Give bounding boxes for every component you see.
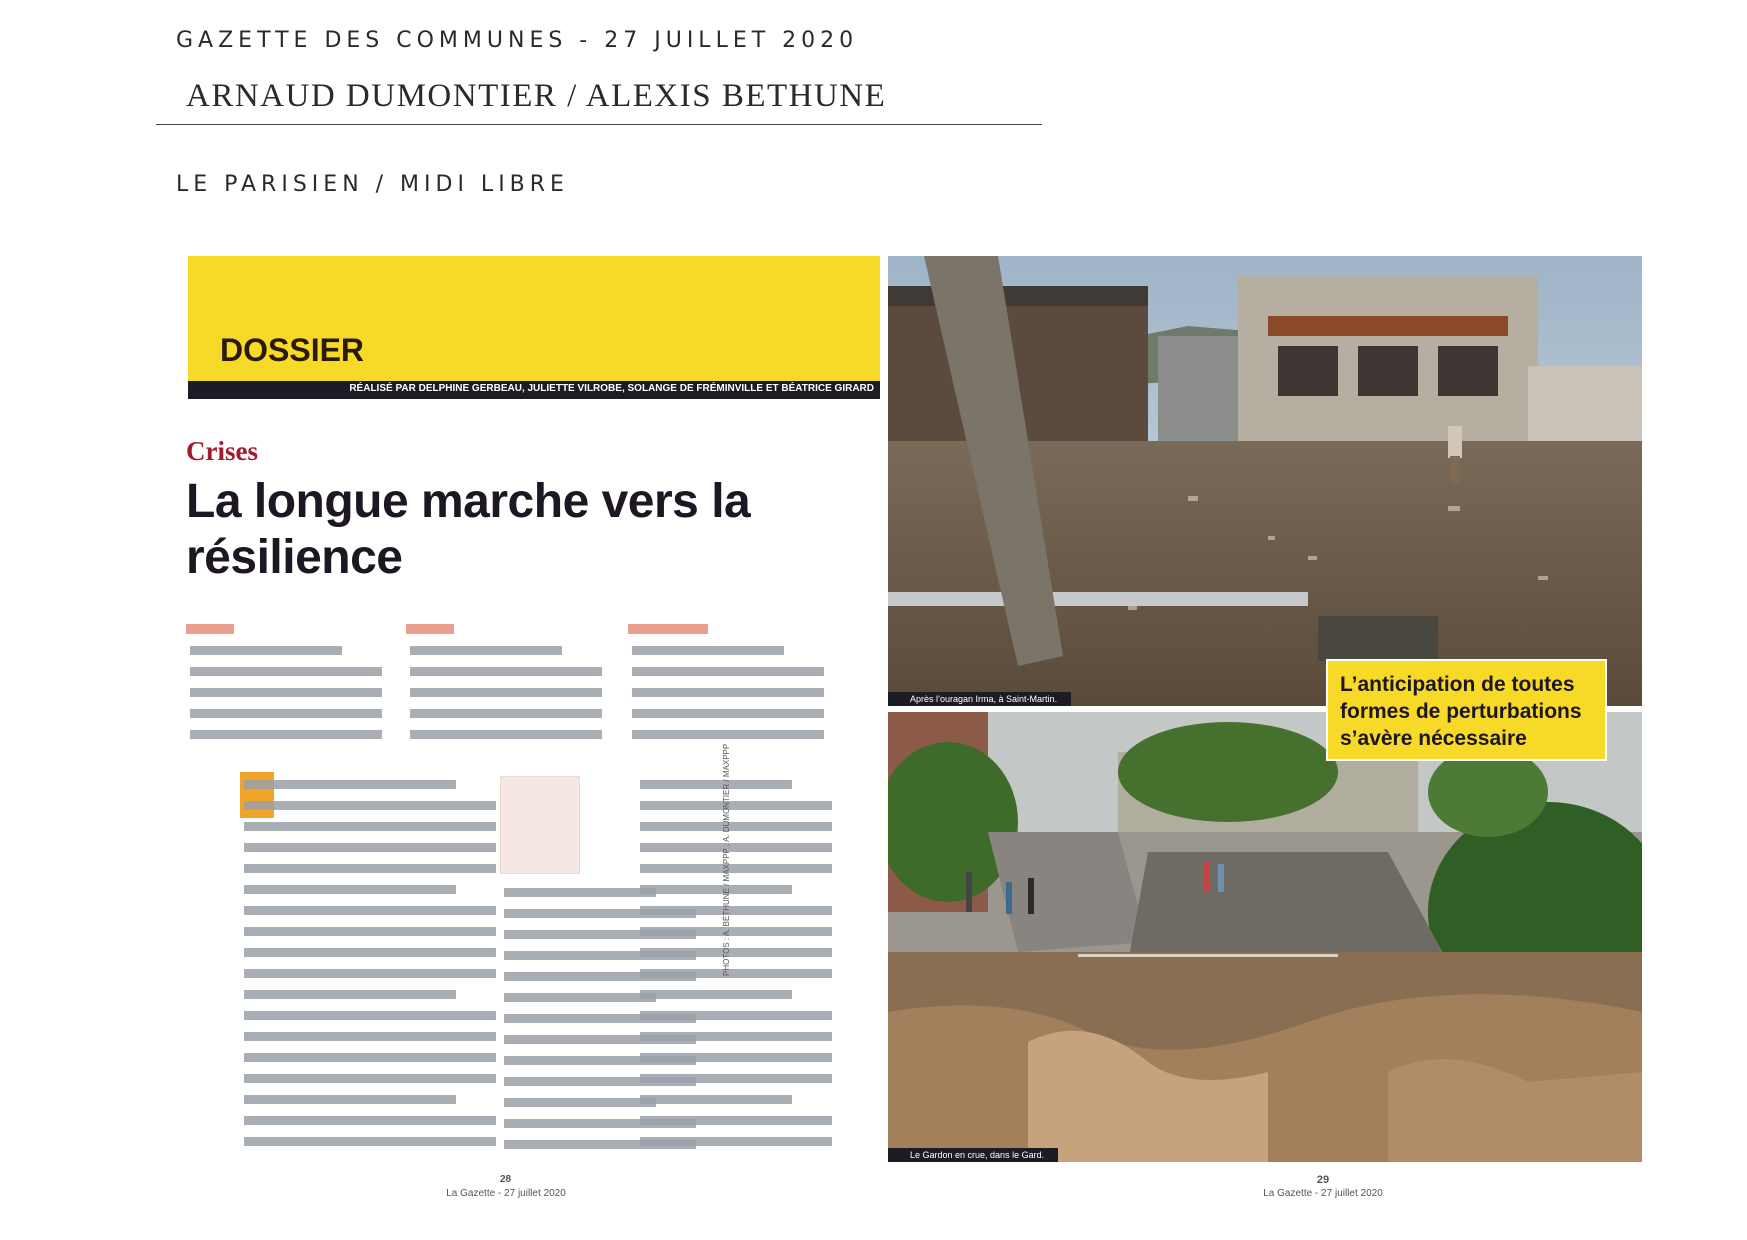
blurred-line xyxy=(244,1011,496,1020)
credits-bar xyxy=(188,381,880,399)
blurred-tag xyxy=(186,624,234,634)
blurred-line xyxy=(244,843,496,852)
rubric-band xyxy=(188,256,880,381)
pull-quote xyxy=(500,776,580,874)
blurred-line xyxy=(190,709,382,718)
bottom-photo-caption: Le Gardon en crue, dans le Gard. xyxy=(888,1148,1058,1162)
blurred-line xyxy=(640,885,792,894)
photo-sources-line: LE PARISIEN / MIDI LIBRE xyxy=(176,172,569,197)
blurred-line xyxy=(410,730,602,739)
blurred-line xyxy=(244,1032,496,1041)
blurred-line xyxy=(640,864,832,873)
blurred-line xyxy=(410,709,602,718)
blurred-line xyxy=(244,885,456,894)
blurred-tag xyxy=(406,624,454,634)
blurred-line xyxy=(640,1011,832,1020)
blurred-line xyxy=(244,990,456,999)
blurred-line xyxy=(640,1032,832,1041)
blurred-line xyxy=(244,969,496,978)
blurred-line xyxy=(244,927,496,936)
blurred-line xyxy=(640,822,832,831)
article-kicker: Crises xyxy=(186,436,258,466)
blurred-text-block xyxy=(406,624,606,754)
folio-left: La Gazette - 27 juillet 2020 xyxy=(446,1188,566,1199)
blurred-line xyxy=(244,864,496,873)
blurred-line xyxy=(410,667,602,676)
blurred-line xyxy=(632,709,824,718)
blurred-line xyxy=(640,1074,832,1083)
blurred-tag xyxy=(628,624,708,634)
blurred-line xyxy=(190,667,382,676)
blurred-line xyxy=(244,1137,496,1146)
folio-right: La Gazette - 27 juillet 2020 xyxy=(1263,1188,1383,1199)
blurred-line xyxy=(632,688,824,697)
blurred-line xyxy=(244,1116,496,1125)
blurred-line xyxy=(244,1074,496,1083)
blurred-line xyxy=(640,948,832,957)
folio-left-number: 28 xyxy=(500,1174,512,1185)
blurred-line xyxy=(410,688,602,697)
rubric-title: DOSSIER xyxy=(220,332,365,368)
blurred-body-text xyxy=(240,776,500,1166)
blurred-line xyxy=(640,780,792,789)
blurred-line xyxy=(244,948,496,957)
blurred-line xyxy=(640,843,832,852)
blurred-line xyxy=(504,993,656,1002)
blurred-text-block xyxy=(628,624,828,754)
pull-quote-callout: L’anticipation de toutes formes de perturbations s’avère nécessaire xyxy=(1326,659,1607,761)
blurred-line xyxy=(190,688,382,697)
blurred-line xyxy=(504,1098,656,1107)
blurred-line xyxy=(244,906,496,915)
source-line: GAZETTE DES COMMUNES - 27 JUILLET 2020 xyxy=(176,28,859,53)
blurred-line xyxy=(640,1137,832,1146)
blurred-line xyxy=(244,801,496,810)
blurred-line xyxy=(640,927,832,936)
blurred-line xyxy=(632,667,824,676)
authors-line: ARNAUD DUMONTIER / ALEXIS BETHUNE xyxy=(186,78,887,114)
blurred-line xyxy=(190,646,342,655)
blurred-text-block xyxy=(186,624,386,754)
blurred-line xyxy=(244,1095,456,1104)
blurred-line xyxy=(640,969,832,978)
blurred-line xyxy=(640,801,832,810)
blurred-line xyxy=(410,646,562,655)
blurred-line xyxy=(632,730,824,739)
blurred-line xyxy=(244,1053,496,1062)
blurred-line xyxy=(640,1095,792,1104)
flood-photo xyxy=(888,712,1642,1162)
hurricane-photo-image xyxy=(888,256,1642,706)
credits-text: RÉALISÉ PAR DELPHINE GERBEAU, JULIETTE VILROBE, SOLANGE DE FRÉMINVILLE ET BÉATRICE GIRARD xyxy=(349,383,874,394)
hurricane-photo xyxy=(888,256,1642,706)
right-page xyxy=(888,256,1642,1206)
left-page xyxy=(170,256,880,1206)
photo-credit: PHOTOS : A. BÉTHUNE / MAXPPP ; A. DUMONTIER / MAXPPP xyxy=(722,743,731,976)
folio-right-number: 29 xyxy=(1316,1174,1330,1186)
blurred-body-text xyxy=(636,776,836,1166)
top-photo-caption: Après l’ouragan Irma, à Saint-Martin. xyxy=(888,692,1071,706)
blurred-line xyxy=(504,888,656,897)
blurred-line xyxy=(244,822,496,831)
header-divider xyxy=(156,124,1042,125)
blurred-line xyxy=(632,646,784,655)
blurred-line xyxy=(190,730,382,739)
blurred-line xyxy=(640,906,832,915)
magazine-spread xyxy=(170,256,1642,1206)
flood-photo-image xyxy=(888,712,1642,1162)
blurred-line xyxy=(640,990,792,999)
blurred-line xyxy=(640,1116,832,1125)
blurred-line xyxy=(640,1053,832,1062)
article-headline: La longue marche vers la résilience xyxy=(186,475,751,584)
blurred-line xyxy=(244,780,456,789)
